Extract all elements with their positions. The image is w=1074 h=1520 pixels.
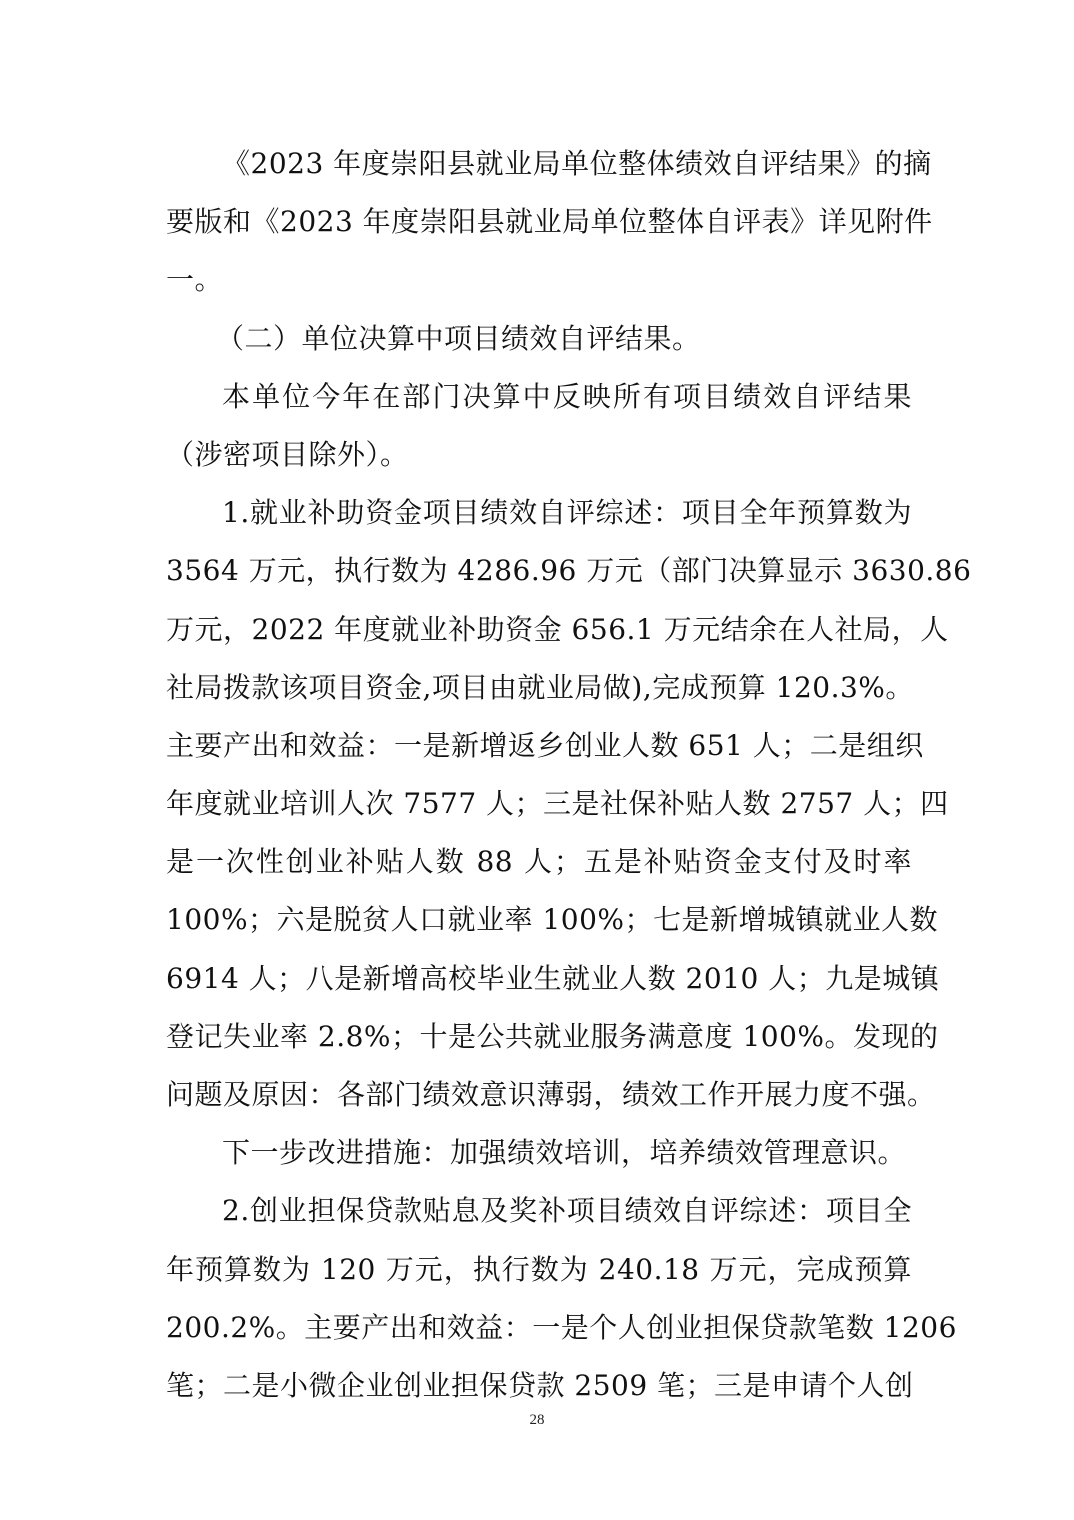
paragraph-line: 100%；六是脱贫人口就业率 100%；七是新增城镇就业人数 bbox=[166, 903, 939, 937]
paragraph-line: 一。 bbox=[166, 263, 224, 297]
paragraph-line: 下一步改进措施：加强绩效培训，培养绩效管理意识。 bbox=[222, 1136, 907, 1170]
paragraph-line: 6914 人；八是新增高校毕业生就业人数 2010 人；九是城镇 bbox=[166, 961, 940, 995]
paragraph-line: 《2023 年度崇阳县就业局单位整体绩效自评结果》的摘 bbox=[222, 147, 932, 180]
paragraph-line: 笔；二是小微企业创业担保贷款 2509 笔；三是申请个人创 bbox=[166, 1368, 914, 1402]
paragraph-line: 要版和《2023 年度崇阳县就业局单位整体自评表》详见附件 bbox=[166, 205, 933, 239]
paragraph-line: 登记失业率 2.8%；十是公共就业服务满意度 100%。发现的 bbox=[166, 1019, 939, 1053]
paragraph-line: 问题及原因：各部门绩效意识薄弱，绩效工作开展力度不强。 bbox=[166, 1078, 936, 1111]
paragraph-line: 主要产出和效益：一是新增返乡创业人数 651 人；二是组织 bbox=[166, 728, 924, 762]
section-heading: （二）单位决算中项目绩效自评结果。 bbox=[216, 321, 701, 355]
paragraph-line: 是一次性创业补贴人数 88 人；五是补贴资金支付及时率 bbox=[166, 845, 912, 879]
paragraph-line: 万元，2022 年度就业补助资金 656.1 万元结余在人社局，人 bbox=[166, 612, 949, 646]
paragraph-line: 年度就业培训人次 7577 人；三是社保补贴人数 2757 人；四 bbox=[166, 787, 949, 821]
paragraph-line: 1.就业补助资金项目绩效自评综述：项目全年预算数为 bbox=[222, 496, 912, 530]
paragraph-line: （涉密项目除外）。 bbox=[166, 437, 409, 471]
paragraph-line: 200.2%。主要产出和效益：一是个人创业担保贷款笔数 1206 bbox=[166, 1310, 957, 1344]
paragraph-line: 2.创业担保贷款贴息及奖补项目绩效自评综述：项目全 bbox=[222, 1194, 912, 1228]
paragraph-line: 社局拨款该项目资金,项目由就业局做),完成预算 120.3%。 bbox=[166, 670, 914, 704]
paragraph-line: 年预算数为 120 万元，执行数为 240.18 万元，完成预算 bbox=[166, 1252, 912, 1286]
paragraph-line: 3564 万元，执行数为 4286.96 万元（部门决算显示 3630.86 bbox=[166, 554, 972, 588]
paragraph-line: 本单位今年在部门决算中反映所有项目绩效自评结果 bbox=[222, 379, 912, 413]
document-body bbox=[166, 135, 972, 1415]
page-number: 28 bbox=[529, 1412, 545, 1428]
